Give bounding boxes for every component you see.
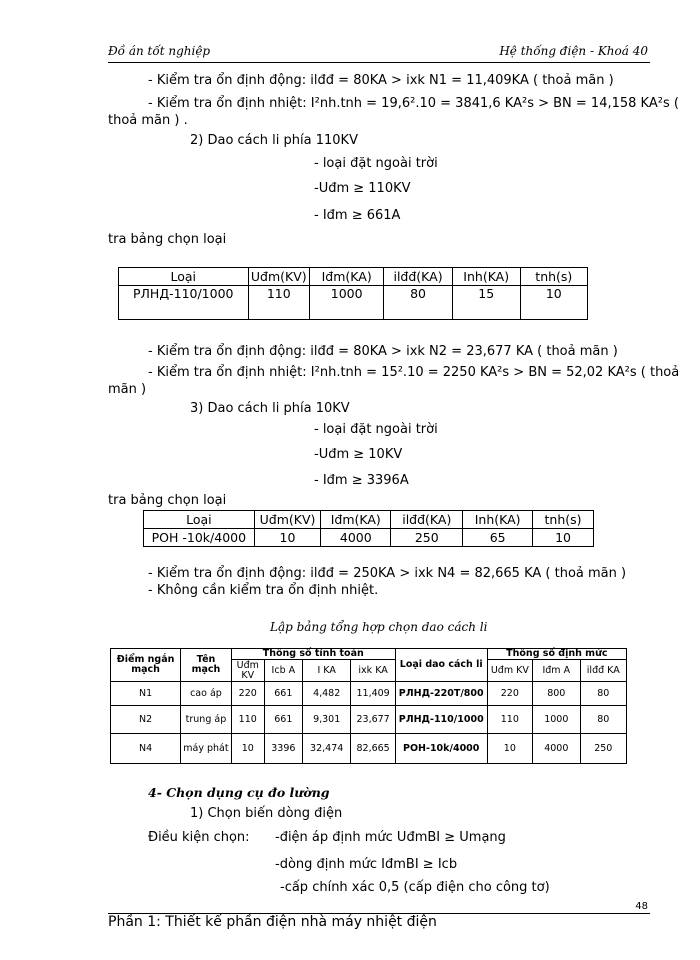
table-row: [111, 682, 627, 706]
summary-header-ixk: ixk KA: [351, 660, 395, 682]
table-cell: 661: [264, 682, 302, 706]
summary-header-name: Tên mạch: [181, 649, 232, 682]
table-cell: máy phát: [181, 734, 232, 764]
table-cell: 3396: [264, 734, 302, 764]
table-cell: 800: [533, 682, 580, 706]
table-header: Loại: [144, 511, 255, 529]
table-cell: 32,474: [302, 734, 351, 764]
subsection-title: 2) Dao cách li phía 110KV: [190, 133, 358, 148]
table-cell: 10: [487, 734, 532, 764]
table-cell: cao áp: [181, 682, 232, 706]
text-line: tra bảng chọn loại: [108, 493, 227, 508]
text-line: - loại đặt ngoài trời: [314, 156, 438, 171]
text-line: - Kiểm tra ổn định động: ilđđ = 80KA > ixk N2 = 23,677 KA ( thoả mãn ): [148, 344, 618, 359]
table-cell: trung áp: [181, 706, 232, 734]
table-header: Uđm(KV): [254, 511, 321, 529]
table-header: ilđđ(KA): [391, 511, 463, 529]
text-line: -cấp chính xác 0,5 (cấp điện cho công tơ): [280, 880, 550, 895]
summary-header-udm: Uđm KV: [487, 660, 532, 682]
subsection-title: 1) Chọn biến dòng điện: [190, 806, 343, 821]
text-line: -dòng định mức IđmBI ≥ Icb: [275, 857, 458, 872]
table-cell: N4: [111, 734, 181, 764]
table-header: Loại: [119, 268, 249, 286]
table-cell: 10: [533, 529, 594, 547]
summary-header-type: Loại dao cách li: [395, 649, 487, 682]
text-line: - loại đặt ngoài trời: [314, 422, 438, 437]
summary-header-point: Điểm ngắn mạch: [111, 649, 181, 682]
table-cell: 11,409: [351, 682, 395, 706]
table-header: Iđm(KA): [321, 511, 391, 529]
page-number: 48: [635, 901, 648, 912]
table-header: Iđm(KA): [310, 268, 384, 286]
table-cell: 4000: [321, 529, 391, 547]
table-cell: N1: [111, 682, 181, 706]
summary-group-calc: Thông số tính toán: [231, 649, 395, 660]
table-cell: 220: [231, 682, 264, 706]
table-cell: РЛНД-110/1000: [395, 706, 487, 734]
table-row: [111, 706, 627, 734]
table-header: ilđđ(KA): [384, 268, 453, 286]
footer-text: Phần 1: Thiết kế phần điện nhà máy nhiệt điện: [108, 914, 437, 930]
table-cell: 110: [487, 706, 532, 734]
table-cell: 80: [580, 682, 626, 706]
summary-header-idm: Iđm A: [533, 660, 580, 682]
table-cell: POH -10k/4000: [144, 529, 255, 547]
table-cell: РЛНД-220T/800: [395, 682, 487, 706]
table-cell: 15: [452, 286, 520, 320]
table-cell: POH-10k/4000: [395, 734, 487, 764]
header-rule: [108, 62, 650, 63]
section-title: 4- Chọn dụng cụ đo lường: [148, 785, 330, 800]
table-cell: 80: [580, 706, 626, 734]
table-header: tnh(s): [520, 268, 587, 286]
text-line: -Uđm ≥ 10KV: [314, 447, 403, 462]
text-line: -điện áp định mức UđmBI ≥ Umạng: [275, 830, 506, 845]
table-cell: 250: [391, 529, 463, 547]
text-line: - Kiểm tra ổn định nhiệt: I²nh.tnh = 19,6².10 = 3841,6 KA²s > BN = 14,158 KA²s (: [148, 96, 679, 111]
text-line: - Iđm ≥ 3396A: [314, 473, 409, 488]
table-cell: 4,482: [302, 682, 351, 706]
table-cell: 82,665: [351, 734, 395, 764]
selection-table-110kv: [118, 267, 588, 320]
text-line: mãn ): [108, 382, 147, 397]
table-header: tnh(s): [533, 511, 594, 529]
summary-group-rated: Thông số định mức: [487, 649, 626, 660]
subsection-title: 3) Dao cách li phía 10KV: [190, 401, 350, 416]
table-cell: 110: [248, 286, 310, 320]
header-left: Đồ án tốt nghiệp: [108, 44, 211, 58]
text-line: - Kiểm tra ổn định nhiệt: I²nh.tnh = 15².10 = 2250 KA²s > BN = 52,02 KA²s ( thoả: [148, 365, 680, 380]
summary-header-i: I KA: [302, 660, 351, 682]
table-header: Inh(KA): [452, 268, 520, 286]
table-cell: 220: [487, 682, 532, 706]
text-line: - Iđm ≥ 661A: [314, 208, 401, 223]
table-cell: 23,677: [351, 706, 395, 734]
summary-header-ildd: ilđđ KA: [580, 660, 626, 682]
table-cell: 9,301: [302, 706, 351, 734]
summary-table: [110, 648, 627, 764]
table-row: [111, 734, 627, 764]
table-header: Inh(KA): [463, 511, 533, 529]
table-cell: 1000: [310, 286, 384, 320]
table-cell: 1000: [533, 706, 580, 734]
text-line: - Kiểm tra ổn định động: ilđđ = 250KA > ixk N4 = 82,665 KA ( thoả mãn ): [148, 566, 627, 581]
summary-header-u: Uđm KV: [231, 660, 264, 682]
table-cell: 4000: [533, 734, 580, 764]
table-cell: N2: [111, 706, 181, 734]
header-right: Hệ thống điện - Khoá 40: [499, 44, 648, 58]
text-line: - Không cần kiểm tra ổn định nhiệt.: [148, 583, 379, 598]
text-line: -Uđm ≥ 110KV: [314, 181, 411, 196]
table-cell: 110: [231, 706, 264, 734]
text-line: thoả mãn ) .: [108, 113, 188, 128]
selection-table-10kv: [143, 510, 594, 547]
table-cell: 65: [463, 529, 533, 547]
table-cell: РЛНД-110/1000: [119, 286, 249, 320]
table-cell: 80: [384, 286, 453, 320]
summary-header-icb: Icb A: [264, 660, 302, 682]
text-line: tra bảng chọn loại: [108, 232, 227, 247]
table-header: Uđm(KV): [248, 268, 310, 286]
table-cell: 250: [580, 734, 626, 764]
table-cell: 10: [254, 529, 321, 547]
text-line: - Kiểm tra ổn định động: ilđđ = 80KA > ixk N1 = 11,409KA ( thoả mãn ): [148, 73, 614, 88]
text-line: Điều kiện chọn:: [148, 830, 250, 845]
table-cell: 10: [231, 734, 264, 764]
table-caption: Lập bảng tổng hợp chọn dao cách li: [270, 620, 488, 634]
table-cell: 10: [520, 286, 587, 320]
table-cell: 661: [264, 706, 302, 734]
